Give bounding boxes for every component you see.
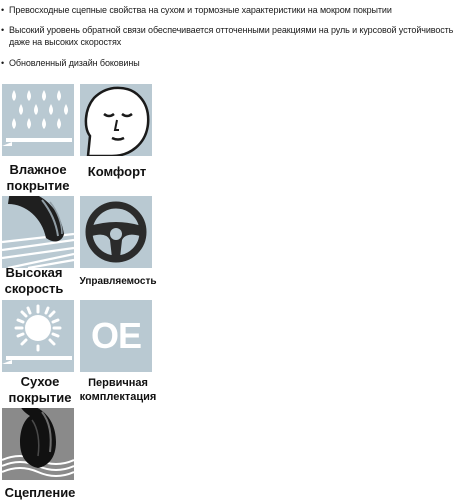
feature-caption <box>0 265 68 297</box>
feature-caption <box>78 164 156 180</box>
sun-icon <box>2 300 74 372</box>
caption-line: Влажное <box>9 162 67 177</box>
feature-caption <box>0 162 76 194</box>
bullet-text: Превосходные сцепные свойства на сухом и тормозные характеристики на мокром покрытии <box>9 5 392 15</box>
sleeping-face-icon <box>80 84 152 156</box>
high-speed-tile <box>2 196 74 268</box>
caption-line: покрытие <box>8 390 72 405</box>
caption-line: Комфорт <box>87 164 147 179</box>
caption-line: комплектация <box>79 391 157 403</box>
caption-line: Управляемость <box>79 276 157 287</box>
bullet-dot: • <box>1 25 5 35</box>
caption-line: Сцепление <box>4 485 76 500</box>
tire-grip-icon <box>2 408 74 480</box>
tire-speed-icon <box>2 196 74 268</box>
steering-wheel-icon <box>80 196 152 268</box>
bullet-item <box>0 24 468 48</box>
feature-caption <box>76 376 160 404</box>
grip-tile <box>2 408 74 480</box>
raindrops-icon <box>2 84 74 156</box>
caption-line: Высокая <box>5 265 63 280</box>
bullet-text: Обновленный дизайн боковины <box>9 58 140 68</box>
oe-badge-text: OE <box>90 315 141 356</box>
bullet-item <box>0 57 468 69</box>
oe-tile <box>80 300 152 372</box>
caption-line: Сухое <box>20 374 60 389</box>
feature-caption <box>78 275 158 289</box>
wet-surface-tile <box>2 84 74 156</box>
bullet-dot: • <box>1 58 5 68</box>
handling-tile <box>80 196 152 268</box>
dry-surface-tile <box>2 300 74 372</box>
bullet-text: Высокий уровень обратной связи обеспечивается отточенными реакциями на руль и курсовой устойчивость даже на высоких скоростях <box>9 25 454 47</box>
caption-line: покрытие <box>6 178 70 193</box>
comfort-tile <box>80 84 152 156</box>
bullet-dot: • <box>1 5 5 15</box>
caption-line: скорость <box>4 281 64 296</box>
caption-line: Первичная <box>88 377 148 389</box>
bullet-item <box>0 4 468 16</box>
feature-caption <box>0 374 80 406</box>
feature-caption <box>0 485 80 501</box>
